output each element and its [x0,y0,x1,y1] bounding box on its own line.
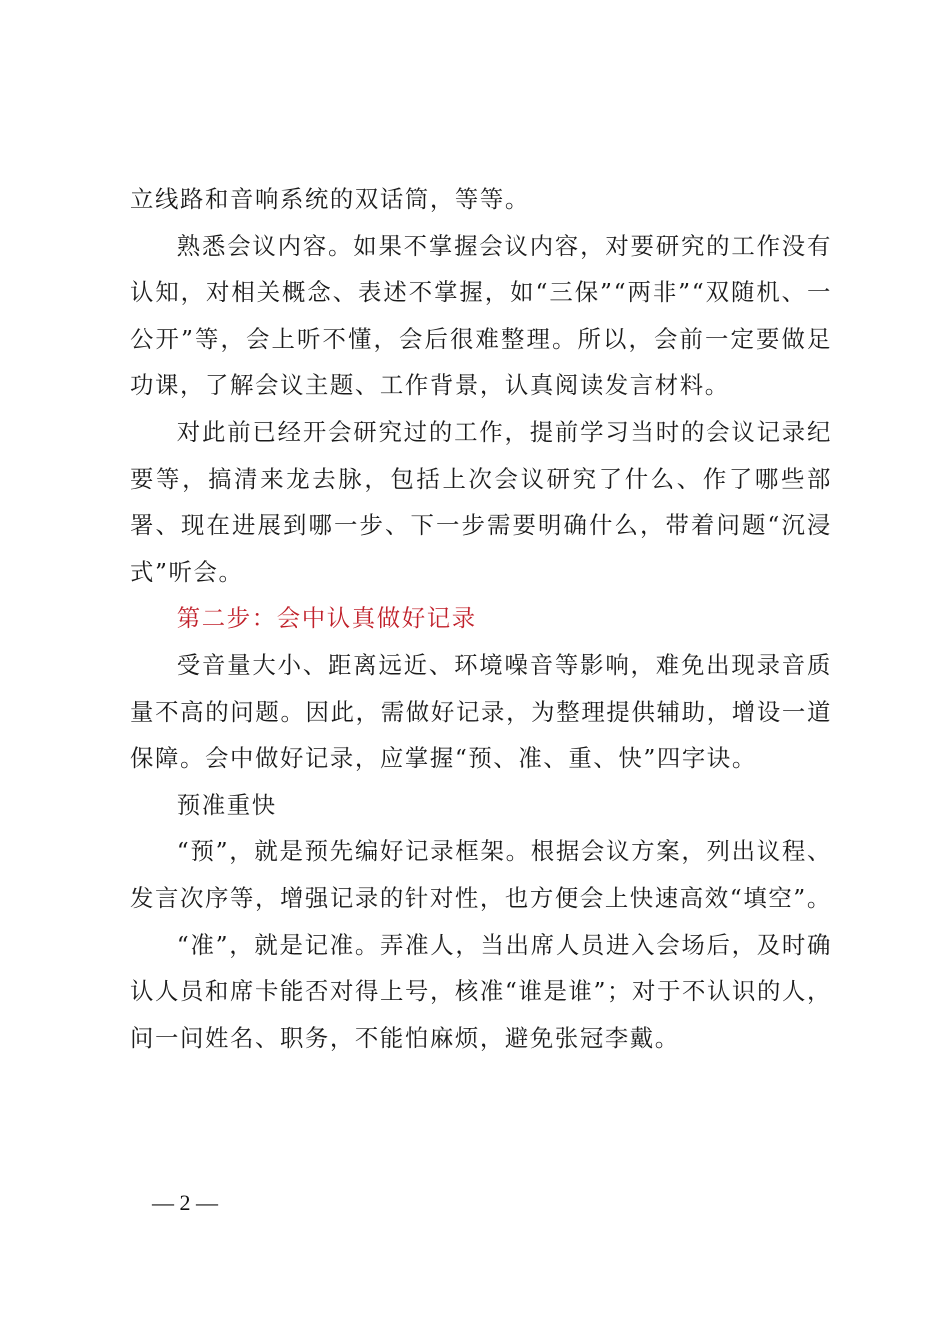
paragraph-familiarize-content: 熟悉会议内容。如果不掌握会议内容，对要研究的工作没有认知，对相关概念、表述不掌握，如“三保”“两非”“双随机、一公开”等，会上听不懂，会后很难整理。所以，会前一定要做足功课，了解会议主题、工作背景，认真阅读发言材料。 [130,231,832,400]
page-number: — 2 — [152,1190,218,1215]
paragraph-zhun: “准”，就是记准。弄准人，当出席人员进入会场后，及时确认人员和席卡能否对得上号，核准“谁是谁”；对于不认识的人，问一问姓名、职务，不能怕麻烦，避免张冠李戴。 [130,930,832,1052]
paragraph-previous-meetings: 对此前已经开会研究过的工作，提前学习当时的会议记录纪要等，搞清来龙去脉，包括上次会议研究了什么、作了哪些部署、现在进展到哪一步、下一步需要明确什么，带着问题“沉浸式”听会。 [130,417,832,586]
paragraph-four-keys: 预准重快 [176,790,277,819]
paragraph-continuation: 立线路和音响系统的双话筒，等等。 [130,185,530,213]
document-page [130,176,832,1061]
section-heading-step-two: 第二步：会中认真做好记录 [176,604,477,633]
paragraph-recording-quality: 受音量大小、距离远近、环境噪音等影响，难免出现录音质量不高的问题。因此，需做好记录，为整理提供辅助，增设一道保障。会中做好记录，应掌握“预、准、重、快”四字诀。 [130,650,832,773]
paragraph-yu: “预”，就是预先编好记录框架。根据会议方案，列出议程、发言次序等，增强记录的针对性，也方便会上快速高效“填空”。 [130,837,832,912]
